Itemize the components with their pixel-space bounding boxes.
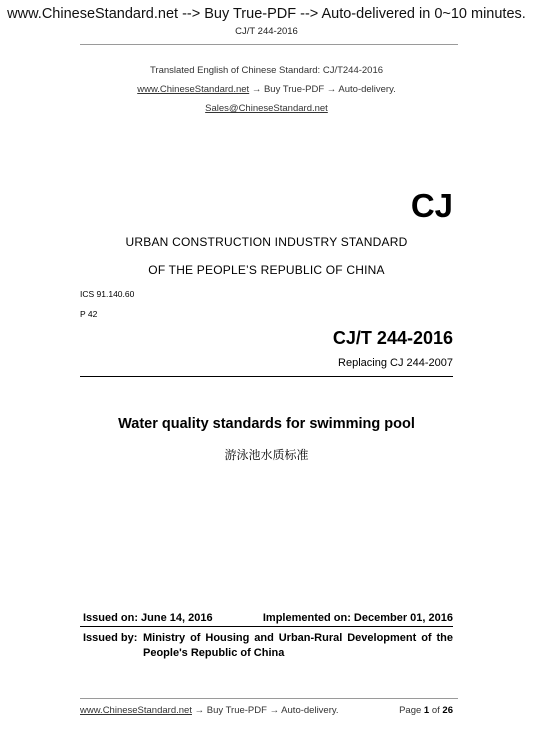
page-total: 26: [442, 705, 453, 716]
translated-line: Translated English of Chinese Standard: CJ/T244-2016: [149, 65, 384, 76]
title-chinese: 游泳池水质标准: [224, 448, 309, 462]
header-doc-code: CJ/T 244-2016: [235, 26, 298, 37]
site-link[interactable]: www.ChineseStandard.net: [137, 84, 250, 95]
footer-site-link[interactable]: www.ChineseStandard.net: [80, 705, 192, 716]
standard-line-1: URBAN CONSTRUCTION INDUSTRY STANDARD: [125, 235, 408, 249]
site-suffix: → Buy True-PDF → Auto-delivery.: [251, 84, 396, 95]
top-banner[interactable]: www.ChineseStandard.net --> Buy True-PDF --> Auto-delivered in 0~10 minutes.: [7, 6, 526, 22]
issue-divider: [80, 626, 453, 627]
standard-number-divider: [80, 376, 453, 377]
page-indicator: [399, 705, 453, 716]
cj-logo: CJ: [410, 187, 453, 224]
issued-on: Issued on: June 14, 2016: [83, 612, 213, 624]
standard-line-2: OF THE PEOPLE’S REPUBLIC OF CHINA: [148, 263, 385, 277]
standard-number: CJ/T 244-2016: [332, 328, 453, 348]
issued-by-label: Issued by:: [83, 632, 138, 644]
ics-code: ICS 91.140.60: [80, 289, 135, 299]
page-of: of: [431, 705, 440, 716]
email-link[interactable]: Sales@ChineseStandard.net: [205, 103, 328, 114]
title-english: Water quality standards for swimming pool: [118, 416, 415, 432]
issued-by-text: Ministry of Housing and Urban-Rural Development of the People's Republic of China: [143, 632, 453, 659]
email-line: [0, 103, 533, 114]
footer-site-suffix: → Buy True-PDF → Auto-delivery.: [194, 705, 339, 716]
implemented-on: Implemented on: December 01, 2016: [262, 612, 453, 624]
header-divider: [80, 44, 458, 45]
page-label: Page: [399, 705, 422, 716]
footer-site-line: [80, 705, 339, 716]
replacing-note: Replacing CJ 244-2007: [338, 357, 453, 369]
page-current: 1: [423, 705, 430, 716]
footer-divider: [80, 698, 458, 699]
intro-site-line: [0, 84, 533, 95]
ccs-code: P 42: [80, 309, 98, 319]
